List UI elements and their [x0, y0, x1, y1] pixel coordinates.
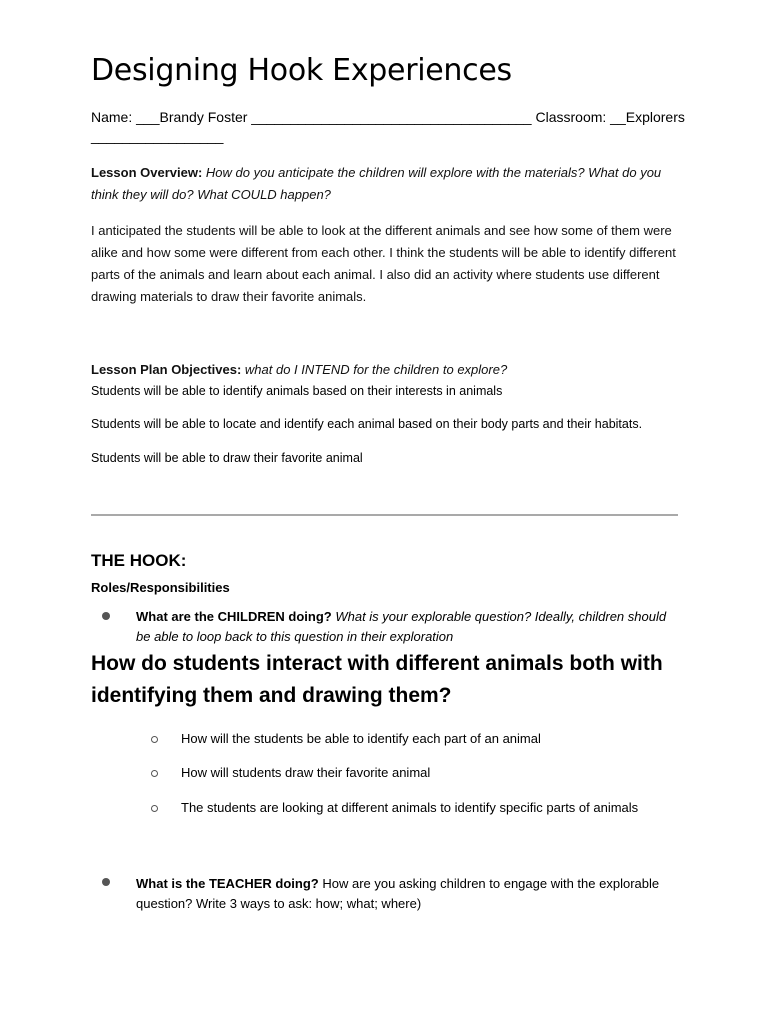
name-classroom-line: Name: ___Brandy Foster ____________________________________ Classroom: __Explorers _________________	[91, 109, 685, 144]
section-divider	[91, 514, 678, 516]
teacher-question	[136, 874, 681, 914]
sub-bullet-icon	[151, 770, 158, 777]
sub-item: The students are looking at different animals to identify specific parts of animals	[181, 800, 639, 815]
hook-heading: THE HOOK:	[91, 551, 187, 570]
objectives-heading	[91, 360, 507, 380]
sub-bullet-icon	[151, 736, 158, 743]
sub-item: How will the students be able to identify each part of an animal	[181, 731, 541, 746]
sub-bullet-icon	[151, 805, 158, 812]
objectives-label: Lesson Plan Objectives:	[91, 362, 242, 377]
explorable-question: How do students interact with different animals both with identifying them and drawing them?	[91, 652, 663, 707]
bullet-icon	[102, 878, 110, 886]
objectives-prompt: what do I INTEND for the children to explore?	[244, 362, 508, 377]
objective-item: Students will be able to locate and identify each animal based on their body parts and their habitats.	[91, 417, 643, 431]
lesson-overview-label: Lesson Overview	[91, 165, 198, 180]
bullet-icon	[102, 612, 110, 620]
objective-item: Students will be able to draw their favorite animal	[91, 451, 363, 465]
children-question	[136, 607, 681, 647]
children-label: What are the CHILDREN doing?	[136, 609, 332, 624]
objective-item: Students will be able to identify animals based on their interests in animals	[91, 384, 503, 398]
lesson-overview: Lesson Overview: How do you anticipate the children will explore with the materials? What do you think they will do? What COULD happen?	[91, 165, 662, 202]
teacher-prompt: How are you asking children to engage with the explorable question? Write 3 ways to ask: how; what; where)	[136, 876, 660, 911]
children-prompt: What is your explorable question? Ideally, children should be able to loop back to this question in their exploration	[136, 609, 667, 644]
teacher-label: What is the TEACHER doing?	[136, 876, 319, 891]
roles-heading: Roles/Responsibilities	[91, 580, 230, 595]
sub-item: How will students draw their favorite animal	[181, 765, 431, 780]
anticipation-paragraph: I anticipated the students will be able to look at the different animals and see how some of them were alike and how some were different from each other. I think the students will be able to identify different parts of the animals and learn about each animal. I also did an activity where students use different drawing materials to draw their favorite animals.	[91, 223, 676, 304]
document-page	[91, 0, 685, 1024]
lesson-overview-prompt: How do you anticipate the children will explore with the materials? What do you think they will do? What COULD happen?	[91, 165, 662, 202]
document-title: Designing Hook Experiences	[91, 53, 512, 88]
